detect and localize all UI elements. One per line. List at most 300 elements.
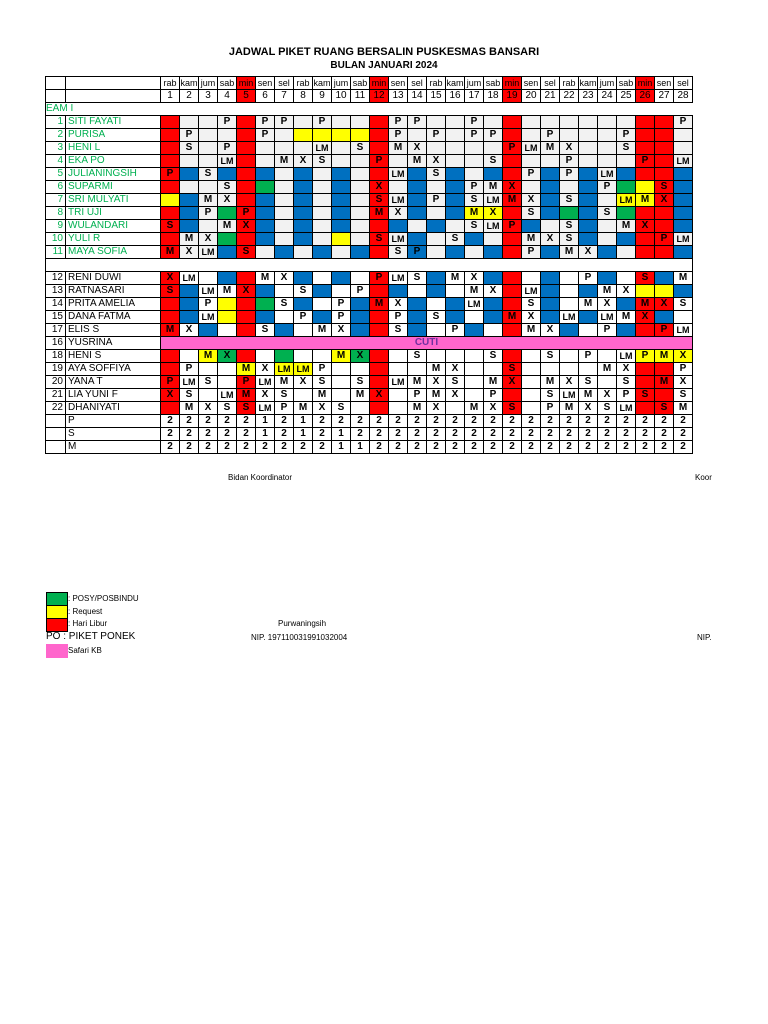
shift-cell: P xyxy=(275,402,294,415)
shift-cell: X xyxy=(503,376,522,389)
header-day-name: rab xyxy=(161,77,180,90)
shift-cell xyxy=(351,194,370,207)
shift-cell: S xyxy=(522,298,541,311)
shift-cell: S xyxy=(484,350,503,363)
shift-cell xyxy=(332,272,351,285)
shift-cell: P xyxy=(237,207,256,220)
shift-cell xyxy=(522,376,541,389)
shift-cell xyxy=(351,168,370,181)
shift-cell xyxy=(465,233,484,246)
total-value: 2 xyxy=(389,441,408,454)
shift-cell: M xyxy=(218,220,237,233)
shift-cell xyxy=(465,311,484,324)
shift-cell: P xyxy=(560,168,579,181)
staff-row xyxy=(46,220,693,233)
shift-cell xyxy=(560,298,579,311)
team-label: EAM I xyxy=(46,103,693,116)
shift-cell: S xyxy=(503,402,522,415)
shift-cell xyxy=(256,168,275,181)
shift-cell xyxy=(674,207,693,220)
shift-cell xyxy=(351,402,370,415)
total-value: 2 xyxy=(199,428,218,441)
shift-cell xyxy=(180,168,199,181)
shift-cell xyxy=(541,220,560,233)
shift-cell xyxy=(522,129,541,142)
shift-cell xyxy=(408,181,427,194)
shift-cell xyxy=(294,129,313,142)
staff-number: 8 xyxy=(46,207,66,220)
shift-cell xyxy=(313,207,332,220)
shift-cell xyxy=(560,207,579,220)
total-value: 2 xyxy=(446,415,465,428)
shift-cell: M xyxy=(617,220,636,233)
total-value: 2 xyxy=(484,441,503,454)
total-value: 2 xyxy=(332,415,351,428)
shift-cell xyxy=(484,311,503,324)
shift-cell xyxy=(522,402,541,415)
shift-cell xyxy=(598,272,617,285)
header-date: 28 xyxy=(674,90,693,103)
shift-cell xyxy=(655,246,674,259)
shift-cell xyxy=(541,116,560,129)
total-value: 2 xyxy=(351,428,370,441)
shift-cell xyxy=(294,350,313,363)
shift-cell: P xyxy=(674,116,693,129)
shift-cell: X xyxy=(427,402,446,415)
shift-cell: X xyxy=(484,402,503,415)
staff-number: 22 xyxy=(46,402,66,415)
shift-cell xyxy=(218,311,237,324)
shift-cell: P xyxy=(370,155,389,168)
shift-cell: M xyxy=(180,233,199,246)
shift-cell xyxy=(256,311,275,324)
shift-cell: S xyxy=(503,363,522,376)
total-blank xyxy=(46,415,66,428)
shift-cell: S xyxy=(541,389,560,402)
shift-cell xyxy=(199,220,218,233)
shift-cell: X xyxy=(655,194,674,207)
shift-cell: M xyxy=(617,311,636,324)
shift-cell: X xyxy=(427,155,446,168)
shift-cell: M xyxy=(427,389,446,402)
shift-cell xyxy=(484,363,503,376)
shift-cell xyxy=(180,220,199,233)
staff-name: ELIS S xyxy=(66,324,161,337)
shift-cell xyxy=(636,246,655,259)
staff-name: DHANIYATI xyxy=(66,402,161,415)
header-date: 13 xyxy=(389,90,408,103)
shift-cell xyxy=(427,324,446,337)
total-value: 1 xyxy=(294,415,313,428)
shift-cell xyxy=(465,389,484,402)
shift-cell xyxy=(427,298,446,311)
shift-cell xyxy=(370,376,389,389)
shift-cell: P xyxy=(541,402,560,415)
shift-cell: S xyxy=(427,168,446,181)
header-date: 4 xyxy=(218,90,237,103)
total-value: 2 xyxy=(465,428,484,441)
shift-cell xyxy=(332,142,351,155)
shift-cell xyxy=(294,220,313,233)
shift-cell xyxy=(161,350,180,363)
shift-cell: M xyxy=(560,402,579,415)
shift-cell xyxy=(275,350,294,363)
shift-cell: P xyxy=(617,129,636,142)
shift-cell: S xyxy=(256,324,275,337)
header-blank-no xyxy=(46,77,66,90)
shift-cell xyxy=(674,285,693,298)
shift-cell: S xyxy=(522,207,541,220)
shift-cell xyxy=(256,298,275,311)
total-value: 2 xyxy=(617,415,636,428)
shift-cell xyxy=(579,285,598,298)
shift-cell: LM xyxy=(484,194,503,207)
total-value: 2 xyxy=(522,415,541,428)
staff-number: 17 xyxy=(46,324,66,337)
shift-cell: P xyxy=(275,116,294,129)
shift-cell: P xyxy=(313,116,332,129)
shift-cell xyxy=(218,363,237,376)
shift-cell: LM xyxy=(256,402,275,415)
staff-number: 12 xyxy=(46,272,66,285)
staff-number: 5 xyxy=(46,168,66,181)
shift-cell xyxy=(237,168,256,181)
total-value: 2 xyxy=(522,441,541,454)
shift-cell xyxy=(579,116,598,129)
shift-cell: LM xyxy=(617,350,636,363)
shift-cell: M xyxy=(351,389,370,402)
shift-cell xyxy=(351,233,370,246)
shift-cell: S xyxy=(446,233,465,246)
shift-cell xyxy=(408,298,427,311)
shift-cell xyxy=(541,272,560,285)
shift-cell xyxy=(560,181,579,194)
shift-cell: M xyxy=(313,389,332,402)
total-value: 2 xyxy=(446,441,465,454)
shift-cell xyxy=(503,168,522,181)
shift-cell xyxy=(370,311,389,324)
shift-cell: M xyxy=(237,389,256,402)
shift-cell: S xyxy=(351,376,370,389)
staff-row xyxy=(46,181,693,194)
shift-cell xyxy=(313,233,332,246)
shift-cell: S xyxy=(351,142,370,155)
staff-row xyxy=(46,168,693,181)
total-value: 2 xyxy=(579,428,598,441)
shift-cell: P xyxy=(674,363,693,376)
shift-cell: P xyxy=(636,350,655,363)
shift-cell: M xyxy=(161,246,180,259)
shift-cell xyxy=(598,194,617,207)
header-date: 9 xyxy=(313,90,332,103)
total-value: 2 xyxy=(199,441,218,454)
shift-cell xyxy=(655,311,674,324)
shift-cell xyxy=(617,246,636,259)
staff-name: PURISA xyxy=(66,129,161,142)
total-value: 2 xyxy=(161,428,180,441)
header-blank-no xyxy=(46,90,66,103)
shift-cell xyxy=(351,298,370,311)
shift-cell: S xyxy=(465,220,484,233)
staff-row xyxy=(46,116,693,129)
shift-cell xyxy=(655,155,674,168)
shift-cell xyxy=(446,207,465,220)
staff-name: DANA FATMA xyxy=(66,311,161,324)
shift-cell xyxy=(408,129,427,142)
shift-cell xyxy=(180,155,199,168)
shift-cell: P xyxy=(161,168,180,181)
shift-cell: X xyxy=(636,311,655,324)
header-date: 7 xyxy=(275,90,294,103)
shift-cell: M xyxy=(503,311,522,324)
shift-cell: P xyxy=(522,168,541,181)
shift-cell: P xyxy=(199,298,218,311)
staff-name: MAYA SOFIA xyxy=(66,246,161,259)
header-date: 19 xyxy=(503,90,522,103)
shift-cell: S xyxy=(237,246,256,259)
shift-cell xyxy=(674,246,693,259)
shift-cell xyxy=(389,155,408,168)
total-row xyxy=(46,428,693,441)
shift-cell xyxy=(408,311,427,324)
shift-cell: X xyxy=(503,181,522,194)
shift-cell xyxy=(541,194,560,207)
header-day-name: sab xyxy=(484,77,503,90)
shift-cell xyxy=(332,363,351,376)
total-value: 2 xyxy=(427,428,446,441)
shift-cell xyxy=(465,168,484,181)
shift-cell: M xyxy=(332,350,351,363)
shift-cell: S xyxy=(275,298,294,311)
staff-number: 7 xyxy=(46,194,66,207)
shift-cell xyxy=(655,207,674,220)
shift-cell xyxy=(503,272,522,285)
shift-cell: X xyxy=(617,363,636,376)
shift-cell xyxy=(617,272,636,285)
header-date: 24 xyxy=(598,90,617,103)
shift-cell: X xyxy=(598,389,617,402)
shift-cell xyxy=(427,207,446,220)
shift-cell: X xyxy=(199,233,218,246)
shift-cell xyxy=(237,129,256,142)
shift-cell xyxy=(256,246,275,259)
staff-name: RENI DUWI xyxy=(66,272,161,285)
shift-cell xyxy=(199,389,218,402)
shift-cell xyxy=(275,246,294,259)
shift-cell: P xyxy=(332,298,351,311)
shift-cell xyxy=(408,363,427,376)
team-label-row xyxy=(46,103,693,116)
shift-cell xyxy=(655,389,674,402)
shift-cell: LM xyxy=(484,220,503,233)
shift-cell xyxy=(313,129,332,142)
shift-cell xyxy=(636,376,655,389)
shift-cell: LM xyxy=(180,376,199,389)
header-day-row xyxy=(46,77,693,90)
header-day-name: rab xyxy=(427,77,446,90)
shift-cell: M xyxy=(294,402,313,415)
header-date: 15 xyxy=(427,90,446,103)
shift-cell: M xyxy=(541,142,560,155)
shift-cell: LM xyxy=(522,142,541,155)
shift-cell xyxy=(484,142,503,155)
shift-cell: LM xyxy=(199,285,218,298)
staff-row xyxy=(46,129,693,142)
header-blank-name xyxy=(66,77,161,90)
shift-cell xyxy=(427,233,446,246)
shift-cell: S xyxy=(636,389,655,402)
shift-cell: P xyxy=(655,233,674,246)
shift-cell xyxy=(237,181,256,194)
shift-cell xyxy=(484,298,503,311)
shift-cell xyxy=(294,272,313,285)
shift-cell xyxy=(370,363,389,376)
shift-cell xyxy=(218,324,237,337)
shift-cell xyxy=(275,233,294,246)
shift-cell: P xyxy=(313,363,332,376)
total-value: 2 xyxy=(370,428,389,441)
shift-cell xyxy=(427,246,446,259)
shift-cell: LM xyxy=(218,155,237,168)
shift-cell xyxy=(237,311,256,324)
shift-cell xyxy=(237,272,256,285)
shift-cell: P xyxy=(484,389,503,402)
shift-cell xyxy=(655,168,674,181)
shift-cell xyxy=(636,168,655,181)
shift-cell: S xyxy=(218,402,237,415)
shift-cell xyxy=(389,181,408,194)
signature-left-nip: NIP. 197110031991032004 xyxy=(251,633,348,642)
total-value: 2 xyxy=(370,441,389,454)
shift-cell xyxy=(579,311,598,324)
shift-cell: P xyxy=(465,116,484,129)
shift-cell: X xyxy=(294,155,313,168)
shift-cell xyxy=(161,298,180,311)
shift-cell: LM xyxy=(617,402,636,415)
shift-cell xyxy=(370,168,389,181)
shift-cell xyxy=(161,207,180,220)
header-date: 6 xyxy=(256,90,275,103)
shift-cell xyxy=(294,142,313,155)
shift-cell xyxy=(522,116,541,129)
shift-cell xyxy=(161,311,180,324)
shift-cell xyxy=(199,116,218,129)
shift-cell: P xyxy=(427,129,446,142)
shift-cell xyxy=(674,129,693,142)
shift-cell xyxy=(256,233,275,246)
shift-cell xyxy=(275,194,294,207)
header-day-name: kam xyxy=(180,78,198,88)
shift-cell: P xyxy=(218,116,237,129)
shift-cell xyxy=(180,350,199,363)
staff-name: SUPARMI xyxy=(66,181,161,194)
header-day-name: sel xyxy=(674,77,693,90)
total-value: 2 xyxy=(465,441,484,454)
shift-cell xyxy=(465,350,484,363)
shift-cell xyxy=(522,363,541,376)
shift-cell xyxy=(199,363,218,376)
shift-cell xyxy=(598,350,617,363)
shift-cell xyxy=(408,233,427,246)
shift-cell xyxy=(427,285,446,298)
shift-cell xyxy=(161,233,180,246)
shift-cell: P xyxy=(427,194,446,207)
shift-cell xyxy=(484,116,503,129)
shift-cell: P xyxy=(522,246,541,259)
shift-cell xyxy=(484,233,503,246)
shift-cell xyxy=(408,220,427,233)
total-value: 2 xyxy=(617,441,636,454)
header-date: 14 xyxy=(408,90,427,103)
shift-cell xyxy=(351,272,370,285)
shift-cell: LM xyxy=(389,194,408,207)
legend-swatch-safari-kb xyxy=(46,644,68,658)
shift-cell xyxy=(598,129,617,142)
shift-cell xyxy=(446,402,465,415)
shift-cell xyxy=(294,181,313,194)
shift-cell xyxy=(313,350,332,363)
header-date: 26 xyxy=(636,90,655,103)
shift-cell: LM xyxy=(598,311,617,324)
shift-cell: X xyxy=(218,194,237,207)
total-value: 2 xyxy=(446,428,465,441)
shift-cell: LM xyxy=(313,142,332,155)
shift-cell xyxy=(237,298,256,311)
shift-cell xyxy=(294,207,313,220)
staff-name: LIA YUNI F xyxy=(66,389,161,402)
shift-cell xyxy=(541,311,560,324)
shift-cell: P xyxy=(598,181,617,194)
shift-cell xyxy=(446,350,465,363)
total-value: 1 xyxy=(256,415,275,428)
header-day-name: min xyxy=(636,77,655,90)
shift-cell: S xyxy=(617,142,636,155)
shift-cell xyxy=(389,220,408,233)
shift-cell xyxy=(617,168,636,181)
shift-cell: M xyxy=(370,207,389,220)
shift-cell xyxy=(541,298,560,311)
total-value: 1 xyxy=(332,441,351,454)
shift-cell xyxy=(579,129,598,142)
shift-cell: LM xyxy=(256,376,275,389)
shift-cell: P xyxy=(579,350,598,363)
shift-cell xyxy=(446,285,465,298)
shift-cell: LM xyxy=(389,272,408,285)
total-value: 2 xyxy=(598,428,617,441)
shift-cell xyxy=(579,155,598,168)
shift-cell: M xyxy=(560,246,579,259)
staff-number: 15 xyxy=(46,311,66,324)
shift-cell xyxy=(313,285,332,298)
total-value: 2 xyxy=(161,441,180,454)
cuti-cell: CUTI xyxy=(161,337,693,350)
total-value: 2 xyxy=(408,441,427,454)
shift-cell: M xyxy=(446,272,465,285)
shift-cell xyxy=(180,116,199,129)
shift-cell xyxy=(503,129,522,142)
shift-cell xyxy=(161,142,180,155)
shift-cell: X xyxy=(389,207,408,220)
shift-cell: LM xyxy=(617,194,636,207)
shift-cell: P xyxy=(503,220,522,233)
shift-cell: P xyxy=(655,324,674,337)
staff-number: 10 xyxy=(46,233,66,246)
shift-cell: M xyxy=(180,402,199,415)
shift-cell: P xyxy=(503,142,522,155)
shift-cell: X xyxy=(465,272,484,285)
shift-cell: M xyxy=(655,350,674,363)
shift-cell xyxy=(560,350,579,363)
